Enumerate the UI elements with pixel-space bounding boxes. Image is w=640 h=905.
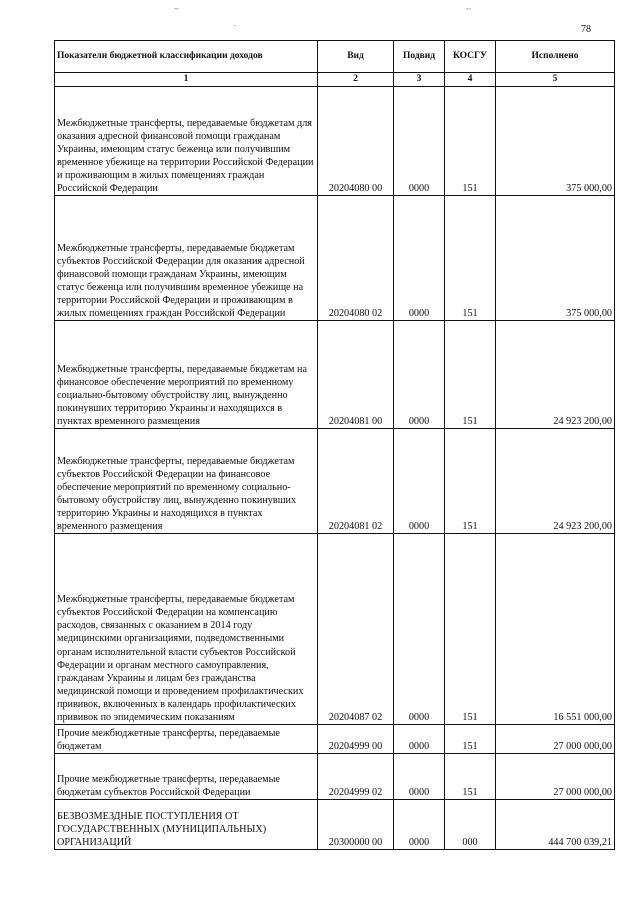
column-number: 1 [55, 73, 318, 87]
row-name: БЕЗВОЗМЕЗДНЫЕ ПОСТУПЛЕНИЯ ОТ ГОСУДАРСТВЕННЫХ (МУНИЦИПАЛЬНЫХ) ОРГАНИЗАЦИЙ [55, 800, 318, 850]
row-kosgu: 151 [445, 725, 496, 754]
table-header-row [55, 41, 615, 73]
row-kosgu: 151 [445, 321, 496, 429]
row-amount: 444 700 039,21 [496, 800, 615, 850]
row-name: Межбюджетные трансферты, передаваемые бюджетам субъектов Российской Федерации на компенсацию расходов, связанных с оказанием в 2014 году медицинскими организациями, подведомственными органам исполнительной власти субъектов Российской Федерации и органам местного самоуправления, гражданам Украины и лицам без гражданства медицинской помощи и проведением профилактических прививок, включенных в календарь профилактических прививок по эпидемическим показаниям [55, 534, 318, 725]
table-row [55, 534, 615, 725]
table-row [55, 87, 615, 196]
row-amount: 27 000 000,00 [496, 754, 615, 800]
row-vid: 20204999 00 [318, 725, 394, 754]
row-podvid: 0000 [394, 196, 445, 321]
row-amount: 24 923 200,00 [496, 321, 615, 429]
column-number: 2 [318, 73, 394, 87]
row-vid: 20204080 00 [318, 87, 394, 196]
row-vid: 20204999 02 [318, 754, 394, 800]
scan-mark: ~ [174, 4, 179, 14]
row-kosgu: 151 [445, 754, 496, 800]
row-vid: 20204081 00 [318, 321, 394, 429]
row-podvid: 0000 [394, 534, 445, 725]
row-amount: 24 923 200,00 [496, 429, 615, 534]
row-kosgu: 000 [445, 800, 496, 850]
column-number: 3 [394, 73, 445, 87]
row-amount: 27 000 000,00 [496, 725, 615, 754]
header-podvid: Подвид [394, 41, 445, 73]
row-kosgu: 151 [445, 87, 496, 196]
header-kosgu: КОСГУ [445, 41, 496, 73]
row-vid: 20204080 02 [318, 196, 394, 321]
row-name: Межбюджетные трансферты, передаваемые бюджетам субъектов Российской Федерации на финансовое обеспечение мероприятий по временному социально-бытовому обустройству лиц, вынужденно покинувших территорию Украины и находящихся в пунктах временного размещения [55, 429, 318, 534]
row-vid: 20204081 02 [318, 429, 394, 534]
header-executed: Исполнено [496, 41, 615, 73]
row-name: Межбюджетные трансферты, передаваемые бюджетам на финансовое обеспечение мероприятий по временному социально-бытовому обустройству лиц, вынужденно покинувших территорию Украины и находящихся в пунктах временного размещения [55, 321, 318, 429]
scan-mark: . [234, 18, 237, 28]
row-podvid: 0000 [394, 429, 445, 534]
budget-table [54, 40, 615, 850]
row-name: Прочие межбюджетные трансферты, передаваемые бюджетам субъектов Российской Федерации [55, 754, 318, 800]
row-name: Прочие межбюджетные трансферты, передаваемые бюджетам [55, 725, 318, 754]
table-row [55, 321, 615, 429]
row-podvid: 0000 [394, 321, 445, 429]
row-vid: 20204087 02 [318, 534, 394, 725]
header-vid: Вид [318, 41, 394, 73]
row-vid: 20300000 00 [318, 800, 394, 850]
page-number: 78 [581, 24, 591, 35]
row-kosgu: 151 [445, 534, 496, 725]
row-amount: 16 551 000,00 [496, 534, 615, 725]
table-row [55, 754, 615, 800]
scan-mark: ~ [466, 4, 471, 14]
table-row [55, 429, 615, 534]
row-name: Межбюджетные трансферты, передаваемые бюджетам субъектов Российской Федерации для оказания адресной финансовой помощи гражданам Украины, имеющим статус беженца или получившим временное убежище на территории Российской Федерации и проживающим в жилых помещениях граждан Российской Федерации [55, 196, 318, 321]
column-number: 5 [496, 73, 615, 87]
row-amount: 375 000,00 [496, 87, 615, 196]
row-kosgu: 151 [445, 196, 496, 321]
row-name: Межбюджетные трансферты, передаваемые бюджетам для оказания адресной финансовой помощи гражданам Украины, имеющим статус беженца или получившим временное убежище на территории Российской Федерации и проживающим в жилых помещениях граждан Российской Федерации [55, 87, 318, 196]
table-row [55, 725, 615, 754]
row-podvid: 0000 [394, 800, 445, 850]
table-row [55, 800, 615, 850]
table-row [55, 196, 615, 321]
header-indicator: Показатели бюджетной классификации доходов [55, 41, 318, 73]
column-number-row [55, 73, 615, 87]
row-podvid: 0000 [394, 87, 445, 196]
row-podvid: 0000 [394, 725, 445, 754]
row-podvid: 0000 [394, 754, 445, 800]
row-kosgu: 151 [445, 429, 496, 534]
row-amount: 375 000,00 [496, 196, 615, 321]
column-number: 4 [445, 73, 496, 87]
